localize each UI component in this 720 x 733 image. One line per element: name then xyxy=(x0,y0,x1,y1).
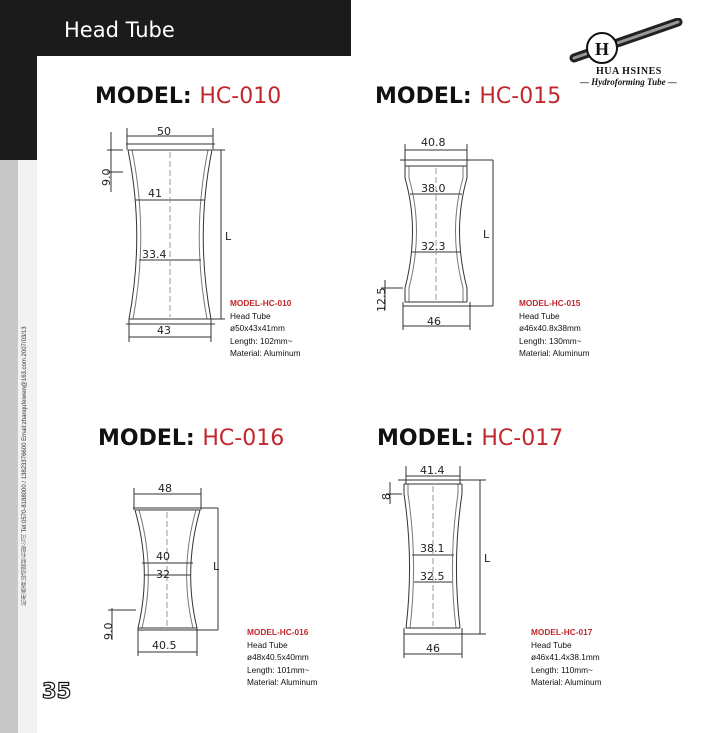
dim-upper: 40 xyxy=(156,550,170,563)
dim-upper: 41 xyxy=(148,187,162,200)
spec-name: Head Tube xyxy=(519,310,560,321)
brand-tagline: — Hydroforming Tube — xyxy=(580,77,677,87)
page-title: Head Tube xyxy=(64,18,175,42)
dim-side: 8 xyxy=(380,493,393,500)
spec-name: Head Tube xyxy=(247,639,288,650)
dim-length: L xyxy=(484,552,491,565)
dim-length: L xyxy=(483,228,490,241)
dim-bottom: 43 xyxy=(157,324,171,337)
dim-mid: 32.5 xyxy=(420,570,445,583)
dim-length: L xyxy=(225,230,232,243)
model-title-hc-017: MODEL: HC-017 xyxy=(377,426,564,451)
dim-mid: 32 xyxy=(156,568,170,581)
dim-upper: 38.1 xyxy=(420,542,445,555)
dim-bottom: 46 xyxy=(426,642,440,655)
spec-length: Length: 130mm~ xyxy=(519,335,582,346)
dim-side: 9.0 xyxy=(102,622,115,640)
spec-material: Material: Aluminum xyxy=(519,348,590,358)
dim-side: 9.0 xyxy=(100,168,113,186)
dim-bottom: 46 xyxy=(427,315,441,328)
drawing-hc-010 xyxy=(95,122,235,352)
spec-title: MODEL-HC-017 xyxy=(531,627,593,637)
spec-material: Material: Aluminum xyxy=(230,348,301,358)
dim-top: 40.8 xyxy=(421,136,446,149)
drawing-hc-016 xyxy=(100,480,240,660)
spec-size: ø46x41.4x38.1mm xyxy=(531,652,600,662)
spec-size: ø46x40.8x38mm xyxy=(519,323,581,333)
sidebar xyxy=(0,56,37,733)
spec-size: ø48x40.5x40mm xyxy=(247,652,309,662)
spec-hc-016 xyxy=(247,626,318,689)
drawing-hc-017 xyxy=(380,460,500,660)
spec-name: Head Tube xyxy=(531,639,572,650)
spec-length: Length: 110mm~ xyxy=(531,664,593,675)
dim-upper: 38.0 xyxy=(421,182,446,195)
brand-name: HUA HSINES xyxy=(596,66,662,77)
spec-length: Length: 101mm~ xyxy=(247,664,310,675)
spec-length: Length: 102mm~ xyxy=(230,335,293,346)
spec-size: ø50x43x41mm xyxy=(230,323,285,333)
drawing-hc-015 xyxy=(375,130,515,340)
spec-material: Material: Aluminum xyxy=(247,677,318,687)
dim-side: 12.5 xyxy=(375,287,388,312)
model-title-hc-016: MODEL: HC-016 xyxy=(98,426,285,451)
header-bar xyxy=(0,0,351,56)
dim-mid: 33.4 xyxy=(142,248,167,261)
model-title-hc-015: MODEL: HC-015 xyxy=(375,84,562,109)
dim-top: 48 xyxy=(158,482,172,495)
spec-title: MODEL-HC-015 xyxy=(519,298,581,308)
dim-top: 41.4 xyxy=(420,464,445,477)
model-title-hc-010: MODEL: HC-010 xyxy=(95,84,282,109)
spec-name: Head Tube xyxy=(230,310,271,321)
spec-hc-017 xyxy=(531,626,602,689)
spec-title: MODEL-HC-016 xyxy=(247,627,309,637)
spec-title: MODEL-HC-010 xyxy=(230,298,292,308)
sidebar-strip xyxy=(0,160,18,733)
spec-material: Material: Aluminum xyxy=(531,677,602,687)
spec-hc-010 xyxy=(230,297,301,360)
dim-mid: 32.3 xyxy=(421,240,446,253)
svg-text:H: H xyxy=(594,39,610,59)
dim-top: 50 xyxy=(157,125,171,138)
spec-hc-015 xyxy=(519,297,590,360)
sidebar-contact-text: 杭州画森运动器材有限公司 Tel:0570-8188000 / 13823376600 Email:zhanqufeiwen@163.com 2007/03/13 xyxy=(22,326,28,606)
sidebar-dark-block xyxy=(0,56,37,160)
dim-bottom: 40.5 xyxy=(152,639,177,652)
page-number: 35 xyxy=(42,679,72,703)
dim-length: L xyxy=(213,560,220,573)
